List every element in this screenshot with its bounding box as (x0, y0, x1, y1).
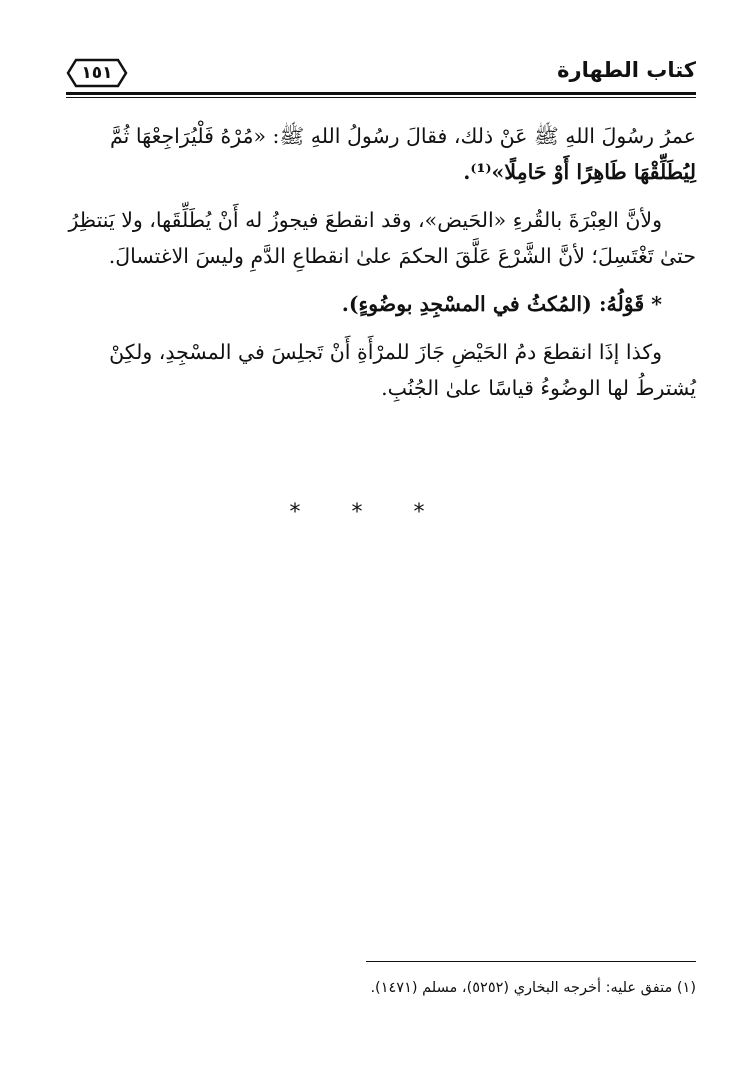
text-line: لِيُطَلِّقْهَا طَاهِرًا أَوْ حَامِلًا»⁽¹⁾. (463, 160, 696, 184)
paragraph-3 (64, 286, 696, 322)
footnote-rule (366, 961, 696, 962)
header-rule-thick (66, 92, 696, 95)
text-line: عمرُ رسُولَ اللهِ ﷺ عَنْ ذلك، فقالَ رسُولُ اللهِ ﷺ: «مُرْهُ فَلْيُرَاجِعْهَا ثُمَّ (110, 124, 696, 148)
section-separator: * * * (289, 500, 447, 525)
page-header (66, 54, 696, 100)
paragraph-2 (64, 202, 696, 274)
main-text (64, 118, 696, 418)
header-rule-thin (66, 97, 696, 98)
text-line: يُشترطُ لها الوضُوءُ قياسًا علىٰ الجُنُبِ. (381, 376, 696, 400)
text-line: حتىٰ تَغْتَسِلَ؛ لأنَّ الشَّرْعَ عَلَّقَ الحكمَ علىٰ انقطاعِ الدَّمِ وليسَ الاغتسالَ. (108, 244, 696, 268)
paragraph-1 (64, 118, 696, 190)
footnote: (١) متفق عليه: أخرجه البخاري (٥٢٥٢)، مسلم (١٤٧١). (370, 980, 696, 996)
text-line: وكذا إذَا انقطعَ دمُ الحَيْضِ جَازَ للمرْأَةِ أَنْ تَجلِسَ في المسْجِدِ، ولكِنْ (109, 340, 662, 364)
paragraph-4 (64, 334, 696, 406)
running-title: كتاب الطهارة (557, 58, 696, 82)
text-line: ولأنَّ العِبْرَةَ بالقُرءِ «الحَيض»، وقد انقطعَ فيجوزُ له أَنْ يُطَلِّقَها، ولا يَنتظِرُ (68, 208, 662, 232)
text-line: * قَوْلُهُ: (المُكثُ في المسْجِدِ بوضُوءٍ). (341, 292, 662, 316)
page-number-badge (66, 58, 128, 88)
page-number: ١٥١ (81, 63, 113, 83)
